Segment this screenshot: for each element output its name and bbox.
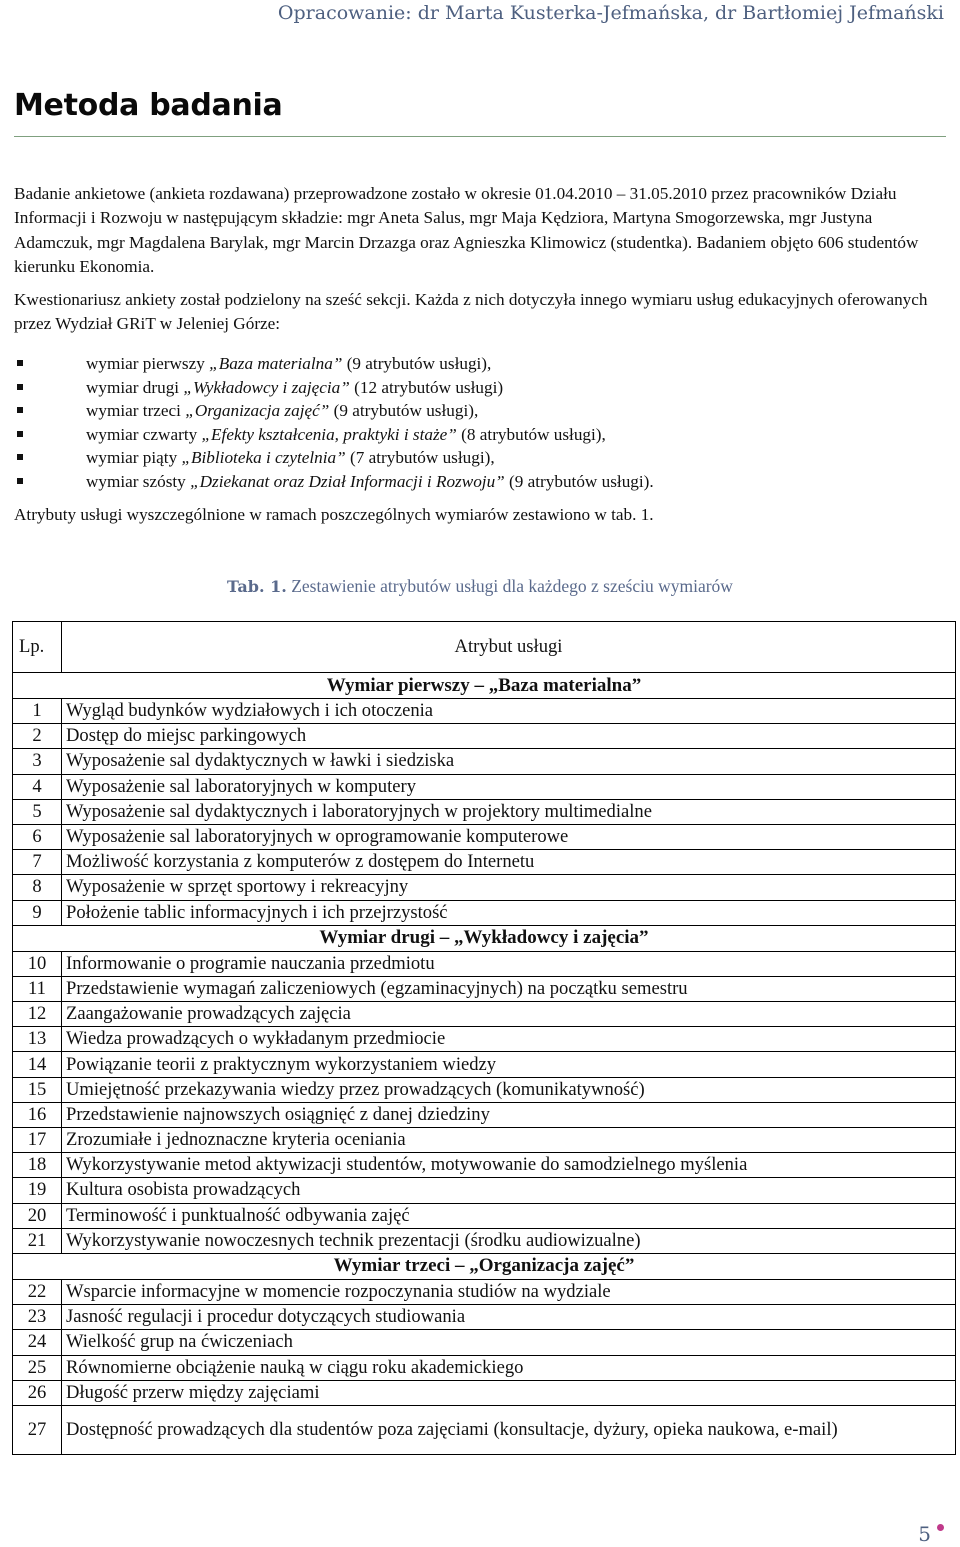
table-row <box>13 1279 956 1304</box>
row-attribute: Wyposażenie sal laboratoryjnych w oprogramowanie komputerowe <box>62 824 956 849</box>
body-text <box>14 182 950 534</box>
table-row <box>13 1203 956 1228</box>
row-number: 2 <box>13 724 62 749</box>
row-number: 15 <box>13 1077 62 1102</box>
table-row <box>13 1305 956 1330</box>
row-number: 16 <box>13 1102 62 1127</box>
row-attribute: Umiejętność przekazywania wiedzy przez prowadzących (komunikatywność) <box>62 1077 956 1102</box>
table-row <box>13 875 956 900</box>
row-attribute: Równomierne obciążenie nauką w ciągu roku akademickiego <box>62 1355 956 1380</box>
table-row <box>13 799 956 824</box>
row-number: 4 <box>13 774 62 799</box>
row-number: 22 <box>13 1279 62 1304</box>
row-number: 12 <box>13 1002 62 1027</box>
table-row <box>13 1002 956 1027</box>
row-attribute: Wyposażenie sal dydaktycznych i laboratoryjnych w projektory multimedialne <box>62 799 956 824</box>
table-row <box>13 976 956 1001</box>
row-attribute: Wykorzystywanie metod aktywizacji studentów, motywowanie do samodzielnego myślenia <box>62 1153 956 1178</box>
table-header-row <box>13 622 956 673</box>
dimension-header-row <box>13 925 956 951</box>
table-row <box>13 1102 956 1127</box>
row-number: 25 <box>13 1355 62 1380</box>
row-number: 18 <box>13 1153 62 1178</box>
bullet-square-icon <box>17 454 23 460</box>
table-row <box>13 850 956 875</box>
row-attribute: Dostęp do miejsc parkingowych <box>62 724 956 749</box>
bullet-square-icon <box>17 478 23 484</box>
header-attribute: Atrybut usługi <box>62 622 956 673</box>
row-number: 20 <box>13 1203 62 1228</box>
table-row <box>13 1228 956 1253</box>
caption-label: Tab. 1. <box>227 577 287 596</box>
dimension-list-item: wymiar czwarty „Efekty kształcenia, praktyki i staże” (8 atrybutów usługi), <box>14 423 950 447</box>
row-attribute: Powiązanie teorii z praktycznym wykorzystaniem wiedzy <box>62 1052 956 1077</box>
dimension-title: Wymiar drugi – „Wykładowcy i zajęcia” <box>13 925 956 951</box>
bullet-square-icon <box>17 360 23 366</box>
row-attribute: Wiedza prowadzących o wykładanym przedmiocie <box>62 1027 956 1052</box>
page-number: 5 <box>918 1522 944 1546</box>
row-number: 11 <box>13 976 62 1001</box>
table-row <box>13 1052 956 1077</box>
row-number: 5 <box>13 799 62 824</box>
dimension-list-item: wymiar pierwszy „Baza materialna” (9 atrybutów usługi), <box>14 352 950 376</box>
bullet-square-icon <box>17 431 23 437</box>
table-row <box>13 900 956 925</box>
row-number: 19 <box>13 1178 62 1203</box>
table-caption <box>0 576 960 597</box>
table-row <box>13 724 956 749</box>
caption-text: Zestawienie atrybutów usługi dla każdego z sześciu wymiarów <box>286 576 733 596</box>
row-number: 27 <box>13 1405 62 1454</box>
table-row <box>13 1330 956 1355</box>
row-attribute: Wsparcie informacyjne w momencie rozpoczynania studiów na wydziale <box>62 1279 956 1304</box>
row-attribute: Jasność regulacji i procedur dotyczących studiowania <box>62 1305 956 1330</box>
row-attribute: Wielkość grup na ćwiczeniach <box>62 1330 956 1355</box>
row-number: 1 <box>13 699 62 724</box>
row-attribute: Wygląd budynków wydziałowych i ich otoczenia <box>62 699 956 724</box>
table-row <box>13 1077 956 1102</box>
dimension-list-item: wymiar trzeci „Organizacja zajęć” (9 atrybutów usługi), <box>14 399 950 423</box>
row-attribute: Wyposażenie w sprzęt sportowy i rekreacyjny <box>62 875 956 900</box>
paragraph-method: Badanie ankietowe (ankieta rozdawana) przeprowadzone zostało w okresie 01.04.2010 – 31.05.2010 przez pracowników Działu Informacji i Rozwoju w następującym składzie: mgr Aneta Salus, mgr Maja Kędziora, Martyna Smogorzewska, mgr Justyna Adamczuk, mgr Magdalena Barylak, mgr Marcin Drzazga oraz Agnieszka Klimowicz (studentka). Badaniem objęto 606 studentów kierunku Ekonomia. <box>14 184 919 277</box>
table-row <box>13 1128 956 1153</box>
row-attribute: Wyposażenie sal laboratoryjnych w komputery <box>62 774 956 799</box>
dimension-header-row <box>13 1253 956 1279</box>
section-title: Metoda badania <box>14 88 283 123</box>
row-attribute: Przedstawienie wymagań zaliczeniowych (egzaminacyjnych) na początku semestru <box>62 976 956 1001</box>
paragraph-attributes: Atrybuty usługi wyszczególnione w ramach poszczególnych wymiarów zestawiono w tab. 1. <box>14 505 654 525</box>
row-number: 14 <box>13 1052 62 1077</box>
row-attribute: Długość przerw między zajęciami <box>62 1380 956 1405</box>
table-row <box>13 774 956 799</box>
row-number: 7 <box>13 850 62 875</box>
title-divider <box>14 136 946 137</box>
row-number: 26 <box>13 1380 62 1405</box>
row-number: 13 <box>13 1027 62 1052</box>
table-row <box>13 1355 956 1380</box>
row-number: 10 <box>13 951 62 976</box>
row-number: 21 <box>13 1228 62 1253</box>
row-attribute: Zaangażowanie prowadzących zajęcia <box>62 1002 956 1027</box>
table-row <box>13 699 956 724</box>
dimension-list-item: wymiar szósty „Dziekanat oraz Dział Informacji i Rozwoju” (9 atrybutów usługi). <box>14 470 950 494</box>
dot-icon <box>937 1524 944 1531</box>
table-row <box>13 1178 956 1203</box>
row-attribute: Dostępność prowadzących dla studentów poza zajęciami (konsultacje, dyżury, opieka naukowa, e-mail) <box>62 1405 956 1454</box>
dimension-title: Wymiar trzeci – „Organizacja zajęć” <box>13 1253 956 1279</box>
row-attribute: Zrozumiałe i jednoznaczne kryteria oceniania <box>62 1128 956 1153</box>
table-row <box>13 951 956 976</box>
table-row <box>13 1153 956 1178</box>
header-lp: Lp. <box>13 622 62 673</box>
table-row <box>13 1027 956 1052</box>
row-attribute: Położenie tablic informacyjnych i ich przejrzystość <box>62 900 956 925</box>
row-attribute: Możliwość korzystania z komputerów z dostępem do Internetu <box>62 850 956 875</box>
row-number: 17 <box>13 1128 62 1153</box>
row-number: 9 <box>13 900 62 925</box>
table-row <box>13 749 956 774</box>
bullet-square-icon <box>17 384 23 390</box>
row-number: 24 <box>13 1330 62 1355</box>
row-attribute: Wykorzystywanie nowoczesnych technik prezentacji (środku audiowizualne) <box>62 1228 956 1253</box>
dimension-list-item: wymiar piąty „Biblioteka i czytelnia” (7 atrybutów usługi), <box>14 446 950 470</box>
row-attribute: Terminowość i punktualność odbywania zajęć <box>62 1203 956 1228</box>
dimension-list <box>14 352 950 493</box>
row-attribute: Wyposażenie sal dydaktycznych w ławki i siedziska <box>62 749 956 774</box>
dimension-header-row <box>13 673 956 699</box>
row-number: 3 <box>13 749 62 774</box>
row-number: 6 <box>13 824 62 849</box>
dimension-title: Wymiar pierwszy – „Baza materialna” <box>13 673 956 699</box>
table-row <box>13 824 956 849</box>
attributes-table <box>12 621 956 1455</box>
table-row <box>13 1380 956 1405</box>
row-attribute: Kultura osobista prowadzących <box>62 1178 956 1203</box>
page-header: Opracowanie: dr Marta Kusterka-Jefmańska, dr Bartłomiej Jefmański <box>277 2 944 24</box>
row-attribute: Informowanie o programie nauczania przedmiotu <box>62 951 956 976</box>
row-attribute: Przedstawienie najnowszych osiągnięć z danej dziedziny <box>62 1102 956 1127</box>
row-number: 8 <box>13 875 62 900</box>
table-row <box>13 1405 956 1454</box>
paragraph-sections: Kwestionariusz ankiety został podzielony na sześć sekcji. Każda z nich dotyczyła innego wymiaru usług edukacyjnych oferowanych przez Wydział GRiT w Jeleniej Górze: <box>14 289 928 334</box>
row-number: 23 <box>13 1305 62 1330</box>
dimension-list-item: wymiar drugi „Wykładowcy i zajęcia” (12 atrybutów usługi) <box>14 376 950 400</box>
bullet-square-icon <box>17 407 23 413</box>
